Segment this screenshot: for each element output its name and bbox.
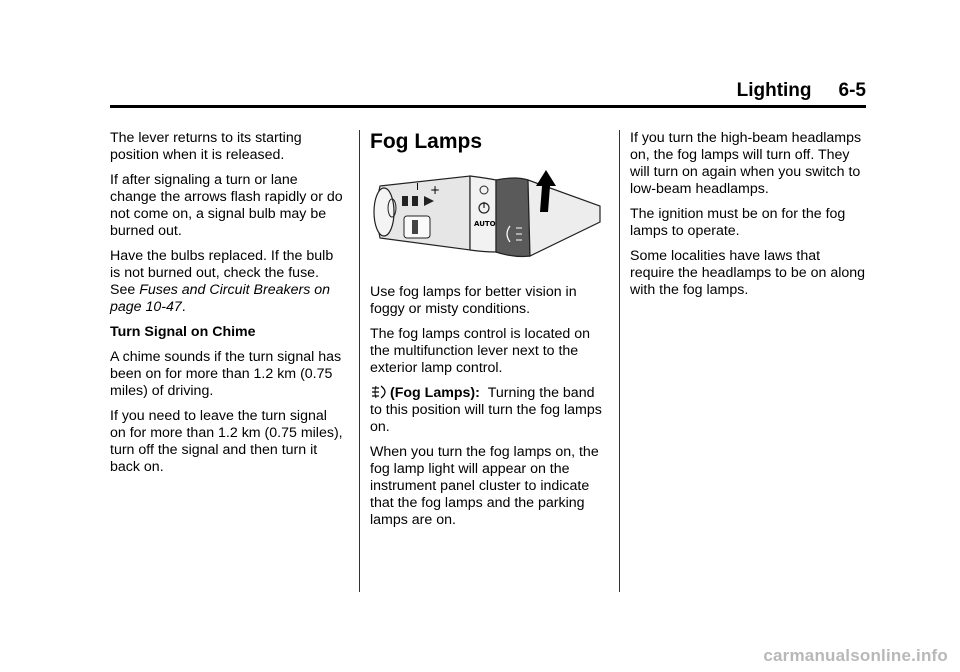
paragraph: Some localities have laws that require the headlamps to be on along with the fog lamps.	[630, 248, 866, 298]
fog-lamp-lever-illustration	[370, 166, 606, 274]
paragraph: (Fog Lamps): Turning the band to this position will turn the fog lamps on.	[370, 385, 602, 435]
page-header	[110, 80, 866, 108]
paragraph: The fog lamps control is located on the multifunction lever next to the exterior lamp control.	[370, 326, 591, 376]
term-label: (Fog Lamps):	[390, 385, 480, 401]
paragraph: If you turn the high-beam headlamps on, the fog lamps will turn off. They will turn on again when you switch to low-beam headlamps.	[630, 130, 862, 197]
column-3	[630, 130, 866, 307]
fog-lamp-icon	[370, 385, 390, 399]
watermark: carmanualsonline.info	[763, 646, 948, 665]
page-number: 6-5	[838, 80, 866, 101]
column-1	[110, 130, 346, 484]
paragraph: A chime sounds if the turn signal has been on for more than 1.2 km (0.75 miles) of driving.	[110, 349, 342, 399]
column-divider-2	[619, 130, 620, 592]
chapter-title: Lighting	[736, 80, 812, 101]
column-divider-1	[359, 130, 360, 592]
paragraph: Have the bulbs replaced. If the bulb is not burned out, check the fuse. See Fuses and Circuit Breakers on page 10-47.	[110, 248, 334, 315]
svg-text:+: +	[430, 183, 441, 197]
subheading: Turn Signal on Chime	[110, 324, 256, 340]
paragraph: The ignition must be on for the fog lamps to operate.	[630, 206, 846, 239]
column-2-body	[370, 284, 610, 537]
paragraph: If after signaling a turn or lane change the arrows flash rapidly or do not come on, a signal bulb may be burned out.	[110, 172, 343, 239]
paragraph: Use fog lamps for better vision in foggy or misty conditions.	[370, 284, 577, 317]
svg-text:I: I	[416, 182, 419, 193]
section-heading: Fog Lamps	[370, 130, 483, 153]
paragraph: The lever returns to its starting position when it is released.	[110, 130, 302, 163]
paragraph: When you turn the fog lamps on, the fog lamp light will appear on the instrument panel cluster to indicate that the fog lamps and the parking lamps are on.	[370, 444, 599, 528]
cross-reference-link[interactable]: Fuses and Circuit Breakers on page 10-47	[110, 282, 331, 315]
paragraph: If you need to leave the turn signal on for more than 1.2 km (0.75 miles), turn off the signal and then turn it back on.	[110, 408, 343, 475]
auto-label: AUTO	[474, 220, 496, 228]
